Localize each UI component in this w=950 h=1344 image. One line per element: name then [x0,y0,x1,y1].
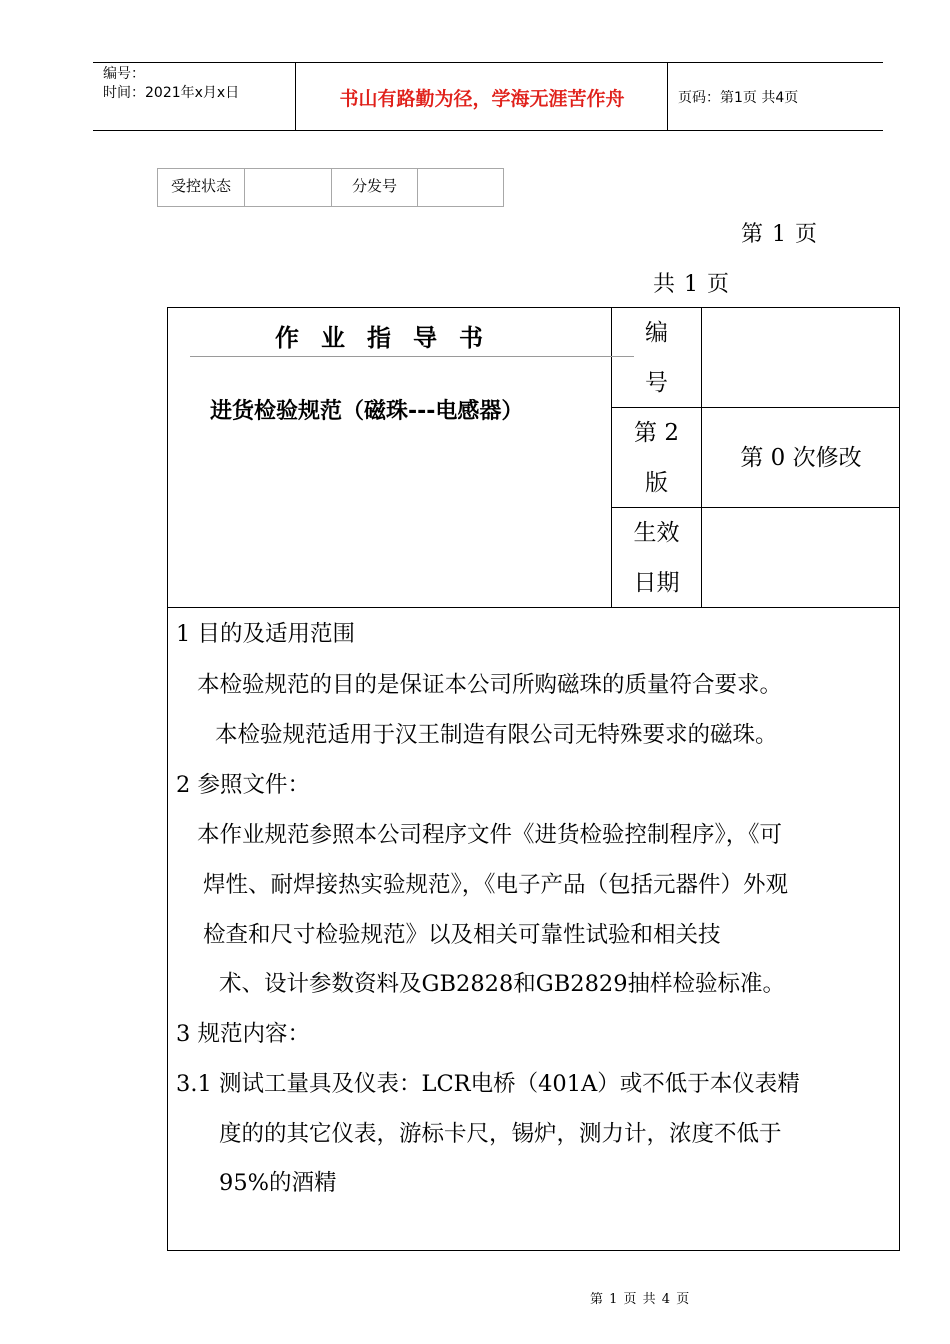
number-label-line-2: 号 [645,370,668,396]
frame-header-bottom-rule [167,607,900,608]
distribution-number-label: 分发号 [332,169,418,207]
page-total: 共 1 页 [653,272,730,297]
section-3-1-line-3: 95%的酒精 [219,1170,337,1196]
header-page-info: 页码：第1页 共4页 [678,90,799,106]
section-2-line-3: 检查和尺寸检验规范》以及相关可靠性试验和相关技 [203,922,721,948]
control-status-value [245,169,332,207]
header-time-label: 时间：2021年x月x日 [103,85,240,101]
section-1-paragraph-1: 本检验规范的目的是保证本公司所购磁珠的质量符合要求。 [197,672,783,698]
page-number: 第 1 页 [741,222,818,247]
section-2-line-4: 术、设计参数资料及GB2828和GB2829抽样检验标准。 [219,971,786,997]
control-status-label: 受控状态 [158,169,245,207]
section-2-heading: 2 参照文件： [176,772,310,798]
distribution-number-value [418,169,504,207]
edition-label-line-2: 版 [645,470,668,496]
section-2-line-1: 本作业规范参照本公司程序文件《进货检验控制程序》，《可 [197,822,783,848]
page-footer: 第 1 页 共 4 页 [590,1292,691,1307]
section-1-heading: 1 目的及适用范围 [176,621,355,647]
header-number-label: 编号： [103,66,145,82]
header-bottom-rule [93,130,883,131]
section-2-line-2: 焊性、耐焊接热实验规范》，《电子产品（包括元器件）外观 [203,872,789,898]
section-3-1-line-2: 度的的其它仪表，游标卡尺，锡炉，测力计，浓度不低于 [219,1121,782,1147]
document-subtitle: 进货检验规范（磁珠---电感器） [210,399,524,424]
effective-date-label-line-1: 生效 [633,520,680,546]
section-3-heading: 3 规范内容： [176,1021,310,1047]
header-motto: 书山有路勤为径，学海无涯苦作舟 [339,88,625,110]
section-3-1-line-1: 测试工量具及仪表：LCR电桥（401A）或不低于本仪表精 [219,1071,800,1097]
section-3-1-number: 3.1 [176,1071,212,1097]
document-title: 作业指导书 [275,324,505,352]
section-1-paragraph-2: 本检验规范适用于汉王制造有限公司无特殊要求的磁珠。 [215,722,778,748]
header-top-rule [93,62,883,63]
control-status-table [157,168,504,207]
effective-date-label-line-2: 日期 [633,570,680,596]
title-rule [190,356,634,357]
edition-label-line-1: 第 2 [634,420,679,446]
number-label-line-1: 编 [645,320,668,346]
revision-value: 第 0 次修改 [740,445,862,471]
